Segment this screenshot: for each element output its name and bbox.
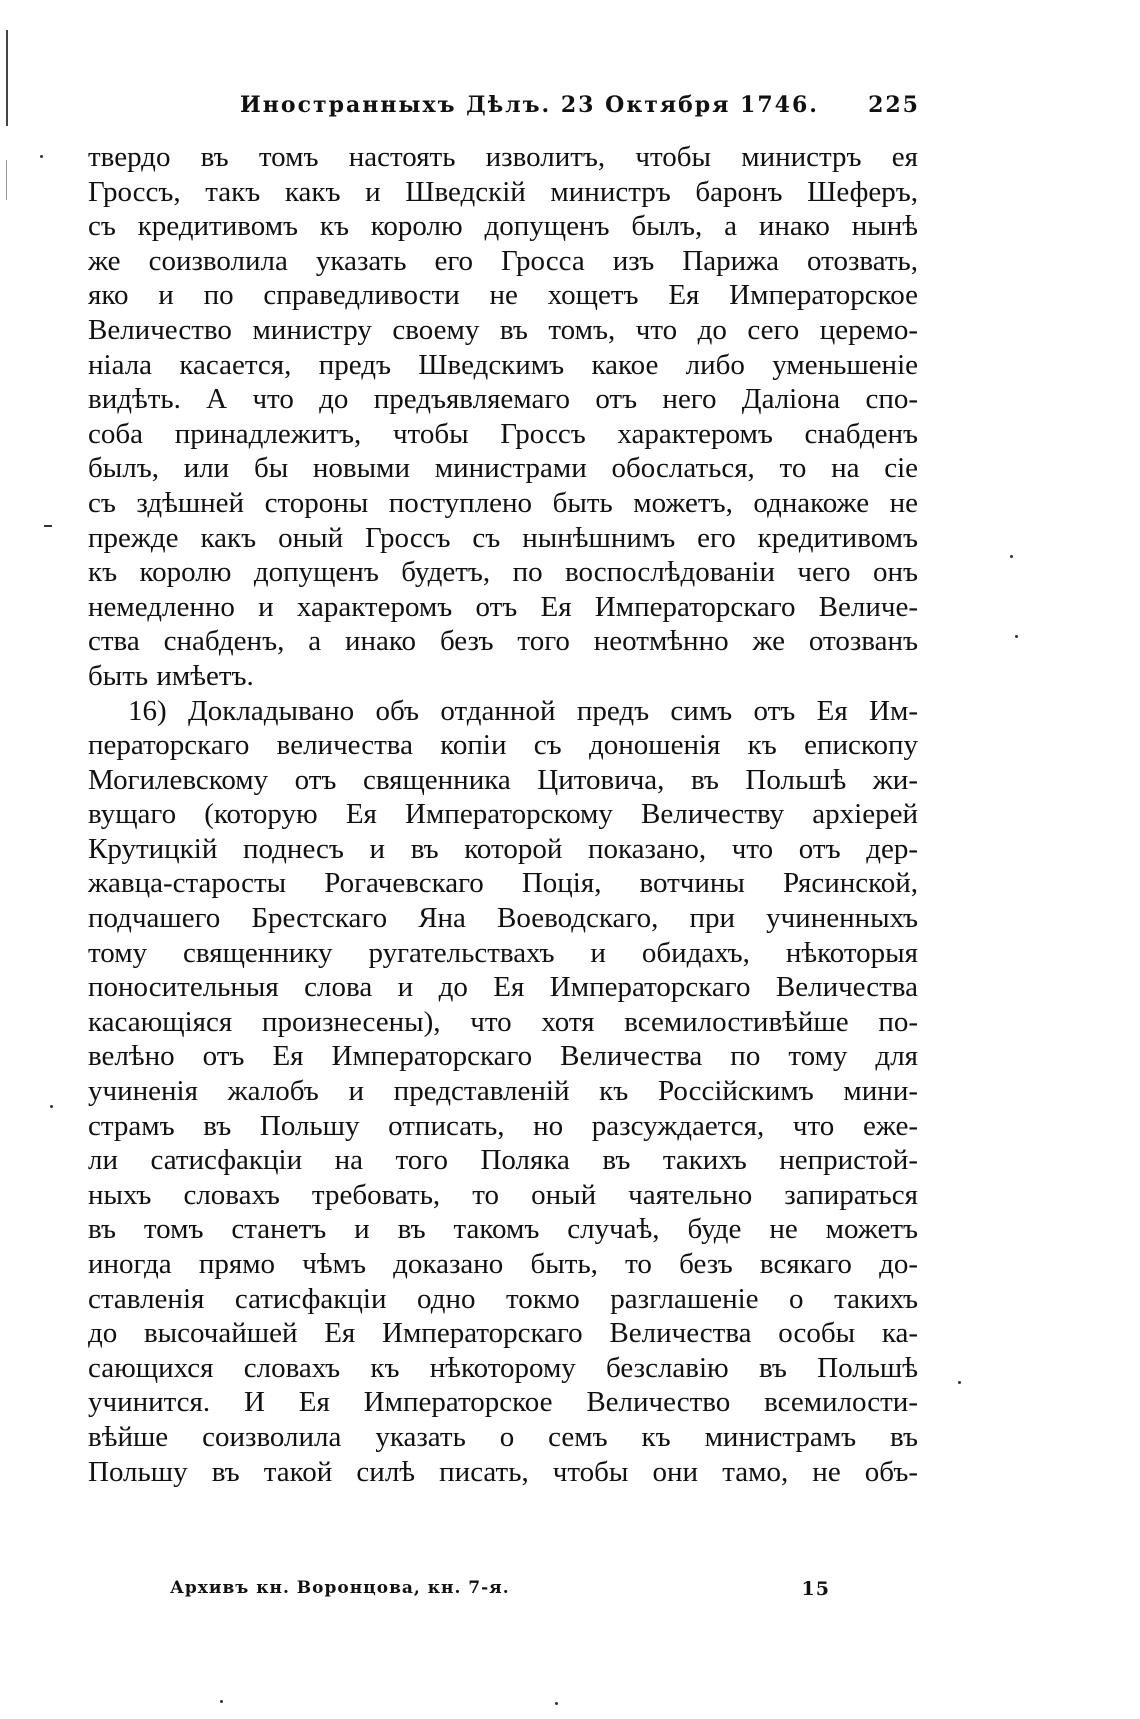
text-line: учинится. И Ея Императорское Величество всемилости- xyxy=(88,1386,918,1419)
text-line: ли сатисфакціи на того Поляка въ такихъ непристой- xyxy=(88,1144,918,1177)
text-line: въ томъ станетъ и въ такомъ случаѣ, буде не можетъ xyxy=(88,1213,918,1246)
text-line: до высочайшей Ея Императорскаго Величества особы ка- xyxy=(88,1317,918,1350)
text-line: ператорскаго величества копіи съ доношенія къ епископу xyxy=(88,729,918,762)
scan-speck xyxy=(555,1702,558,1705)
text-line: же соизволила указать его Гросса изъ Парижа отозвать, xyxy=(88,244,918,277)
page-binding-edge xyxy=(6,30,8,126)
page-footer xyxy=(170,1578,850,1604)
running-header xyxy=(240,92,920,122)
text-line: подчашего Брестскаго Яна Воеводскаго, при учиненныхъ xyxy=(88,902,918,935)
printer-signature: Архивъ кн. Воронцова, кн. 7-я. xyxy=(170,1578,510,1598)
text-line: ніала касается, предъ Шведскимъ какое либо уменьшеніе xyxy=(88,348,918,381)
scan-speck xyxy=(958,1381,961,1384)
running-title: Иностранныхъ Дѣлъ. 23 Октября 1746. xyxy=(240,92,819,118)
text-line: тому священнику ругательствахъ и обидахъ, нѣкоторыя xyxy=(88,936,918,969)
scan-speck xyxy=(1010,555,1013,558)
text-line: къ королю допущенъ будетъ, по воспослѣдованіи чего онъ xyxy=(88,556,918,589)
text-line: вущаго (которую Ея Императорскому Величеству архіерей xyxy=(88,798,918,831)
text-line: яко и по справедливости не хощетъ Ея Императорское xyxy=(88,279,918,312)
scan-speck xyxy=(40,155,43,158)
scan-speck xyxy=(1015,635,1018,638)
text-line: сающихся словахъ къ нѣкоторому безславію въ Польшѣ xyxy=(88,1351,918,1384)
paragraph-start-line: 16) Докладывано объ отданной предъ симъ отъ Ея Им- xyxy=(128,694,918,727)
text-line: ставленія сатисфакціи одно токмо разглашеніе о такихъ xyxy=(88,1282,918,1315)
scan-speck xyxy=(44,525,52,527)
text-line: соба принадлежитъ, чтобы Гроссъ характеромъ снабденъ xyxy=(88,417,918,450)
text-line: видѣть. А что до предъявляемаго отъ него Даліона спо- xyxy=(88,383,918,416)
text-line: жавца-старосты Рогачевскаго Поція, вотчины Рясинской, xyxy=(88,867,918,900)
text-line: поносительныя слова и до Ея Императорскаго Величества xyxy=(88,971,918,1004)
text-line: Могилевскому отъ священника Цитовича, въ Польшѣ жи- xyxy=(88,763,918,796)
text-line: немедленно и характеромъ отъ Ея Императорскаго Величе- xyxy=(88,590,918,623)
text-line: иногда прямо чѣмъ доказано быть, то безъ всякаго до- xyxy=(88,1248,918,1280)
text-line: съ кредитивомъ къ королю допущенъ былъ, а инако нынѣ xyxy=(88,210,918,243)
text-line: велѣно отъ Ея Императорскаго Величества по тому для xyxy=(88,1040,918,1073)
text-line: Крутицкій поднесъ и въ которой показано, что отъ дер- xyxy=(88,832,918,865)
page-binding-edge xyxy=(6,160,7,200)
text-line: вѣйше соизволила указать о семъ къ министрамъ въ xyxy=(88,1420,918,1453)
scan-speck xyxy=(50,1105,53,1108)
text-line: прежде какъ оный Гроссъ съ нынѣшнимъ его кредитивомъ xyxy=(88,521,918,554)
text-line: учиненія жалобъ и представленій къ Россійскимъ мини- xyxy=(88,1075,918,1108)
text-line: ныхъ словахъ требовать, то оный чаятельно запираться xyxy=(88,1178,918,1211)
body-text xyxy=(88,140,918,1489)
sheet-mark: 15 xyxy=(801,1578,830,1600)
text-line: Гроссъ, такъ какъ и Шведскій министръ баронъ Шеферъ, xyxy=(88,175,918,208)
text-line: ства снабденъ, а инако безъ того неотмѣнно же отозванъ xyxy=(88,625,918,658)
text-line: былъ, или бы новыми министрами обослаться, то на сіе xyxy=(88,452,918,485)
text-line: твердо въ томъ настоять изволитъ, чтобы министръ ея xyxy=(88,141,918,173)
text-line: Польшу въ такой силѣ писать, чтобы они тамо, не объ- xyxy=(88,1455,918,1488)
paragraph-end-line: быть имѣетъ. xyxy=(88,659,254,692)
text-line: страмъ въ Польшу отписать, но разсуждается, что еже- xyxy=(88,1109,918,1142)
text-line: съ здѣшней стороны поступлено быть можетъ, однакоже не xyxy=(88,486,918,519)
text-line: касающіяся произнесены), что хотя всемилостивѣйше по- xyxy=(88,1005,918,1038)
text-line: Величество министру своему въ томъ, что до сего церемо- xyxy=(88,313,918,346)
scan-speck xyxy=(220,1700,223,1703)
page-number: 225 xyxy=(868,92,920,118)
